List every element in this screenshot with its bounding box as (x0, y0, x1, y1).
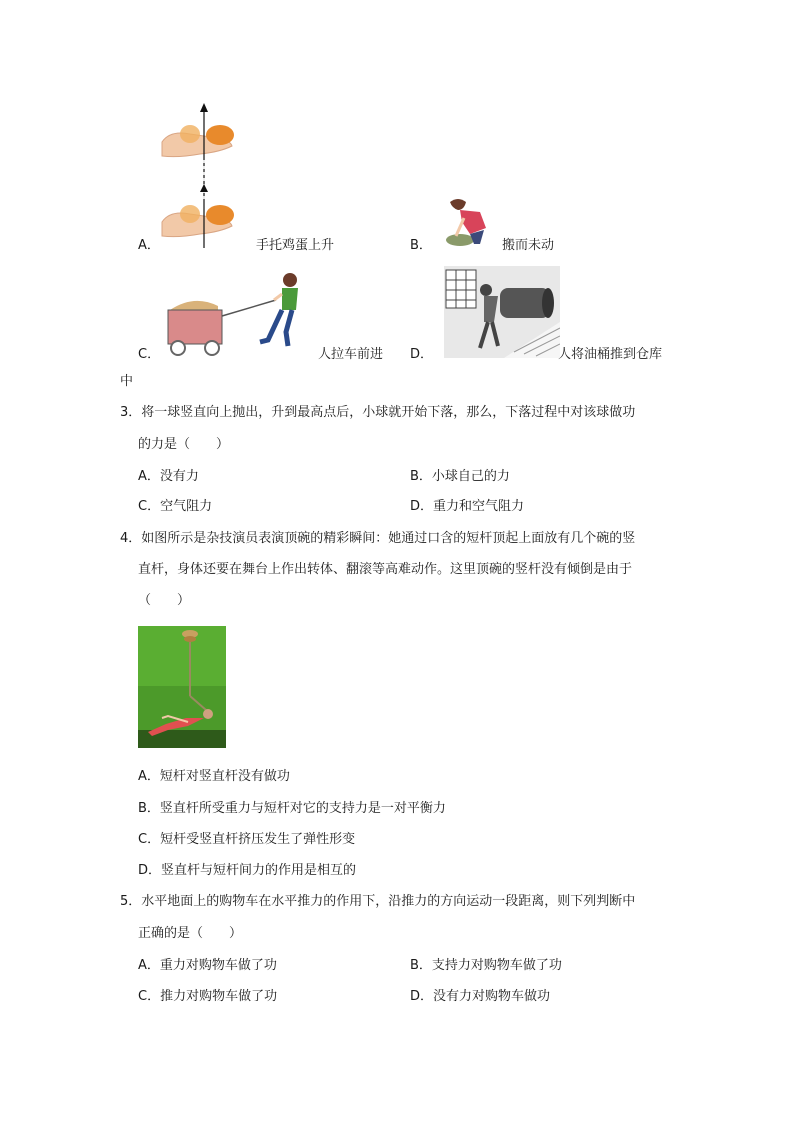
q5-option-d: D．没有力对购物车做功 (410, 989, 551, 1004)
cart-pull-image (164, 270, 316, 358)
q5-option-a: A．重力对购物车做了功 (138, 958, 277, 973)
drum-push-image (444, 266, 560, 358)
q4-option-d: D．竖直杆与短杆间力的作用是相互的 (138, 863, 357, 878)
q2-option-d-label: D． (410, 347, 434, 362)
q4-option-b: B．竖直杆所受重力与短杆对它的支持力是一对平衡力 (138, 801, 446, 816)
q5-stem-line2: 正确的是（ ） (138, 926, 243, 941)
q4-stem-line2: 直杆，身体还要在舞台上作出转体、翻滚等高难动作。这里顶碗的竖杆没有倾倒是由于 (138, 562, 633, 577)
q2-option-a-caption: 手托鸡蛋上升 (256, 238, 335, 253)
q3-option-d: D．重力和空气阻力 (410, 499, 525, 514)
q4-option-a: A．短杆对竖直杆没有做功 (138, 769, 290, 784)
q3-stem-line1: 3．将一球竖直向上抛出，升到最高点后，小球就开始下落，那么，下落过程中对该球做功 (120, 405, 636, 420)
q3-option-b: B．小球自己的力 (410, 469, 510, 484)
q2-option-d-caption: 人将油桶推到仓库 (558, 347, 663, 362)
egg-lift-image (160, 100, 240, 250)
q2-option-b-caption: 搬而未动 (502, 238, 555, 253)
q2-option-b-label: B． (410, 238, 432, 253)
q3-option-a: A．没有力 (138, 469, 199, 484)
q4-option-c: C．短杆受竖直杆挤压发生了弹性形变 (138, 832, 356, 847)
q3-stem-line2: 的力是（ ） (138, 437, 230, 452)
q5-option-b: B．支持力对购物车做了功 (410, 958, 562, 973)
q5-stem-line1: 5．水平地面上的购物车在水平推力的作用下，沿推力的方向运动一段距离，则下列判断中 (120, 894, 636, 909)
q4-stem-line3: （ ） (138, 593, 191, 608)
q5-option-c: C．推力对购物车做了功 (138, 989, 278, 1004)
q2-option-d-caption-wrap: 中 (120, 374, 134, 389)
lift-attempt-image (440, 192, 496, 248)
q2-option-c-caption: 人拉车前进 (318, 347, 384, 362)
q3-option-c: C．空气阻力 (138, 499, 213, 514)
q2-option-a-label: A． (138, 238, 160, 253)
acrobat-image (138, 626, 226, 748)
q2-option-c-label: C． (138, 347, 161, 362)
q4-stem-line1: 4．如图所示是杂技演员表演顶碗的精彩瞬间：她通过口含的短杆顶起上面放有几个碗的竖 (120, 531, 636, 546)
